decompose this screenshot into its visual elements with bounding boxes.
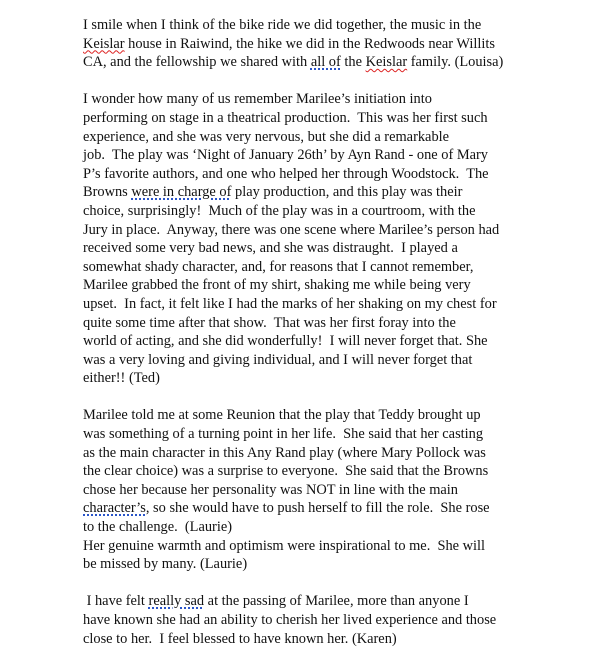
text-run: CA, and the fellowship we shared with (83, 54, 311, 71)
text-run: I have felt (83, 593, 149, 610)
text-line (83, 351, 523, 370)
text-line (83, 53, 523, 72)
text-line (83, 128, 523, 147)
paragraph (83, 16, 523, 72)
text-run: I smile when I think of the bike ride we did together, the music in the (83, 17, 482, 33)
text-run: Browns (83, 184, 132, 201)
grammar-flag-phrase: really sad (148, 593, 205, 610)
text-run: Marilee grabbed the front of my shirt, shaking me while being very (83, 277, 471, 294)
text-run: the clear choice) was a surprise to everyone. She said that the Browns (83, 463, 489, 480)
text-line (83, 314, 523, 333)
text-run: P’s favorite authors, and one who helped her through Woodstock. The (83, 165, 489, 182)
text-run: be missed by many. (Laurie) (83, 556, 248, 573)
text-run: quite some time after that show. That was her first foray into the (83, 314, 456, 331)
text-run: play production, and this play was their (231, 184, 463, 201)
text-line (83, 258, 523, 277)
text-line (83, 611, 523, 630)
text-line (83, 425, 523, 444)
text-line (83, 518, 523, 537)
text-line (83, 295, 523, 314)
text-line (83, 221, 523, 240)
paragraph (83, 90, 523, 388)
text-line (83, 406, 523, 425)
text-line (83, 276, 523, 295)
text-line (83, 16, 523, 35)
text-run: close to her. I feel blessed to have known her. (Karen) (83, 630, 397, 647)
text-line (83, 165, 523, 184)
text-line (83, 555, 523, 574)
text-run: Jury in place. Anyway, there was one scene where Marilee’s person had (83, 221, 500, 238)
text-run: at the passing of Marilee, more than anyone I (204, 593, 469, 610)
text-line (83, 109, 523, 128)
text-line (83, 332, 523, 351)
text-run: Marilee told me at some Reunion that the play that Teddy brought up (83, 407, 481, 424)
text-line (83, 239, 523, 258)
text-line (83, 183, 523, 202)
paragraph-spacer (83, 574, 523, 593)
text-line (83, 630, 523, 648)
text-run: received some very bad news, and she was distraught. I played a (83, 240, 458, 257)
text-line (83, 462, 523, 481)
text-line (83, 90, 523, 109)
text-line (83, 202, 523, 221)
spelling-flag-word: Keislar (365, 54, 408, 71)
text-line (83, 35, 523, 54)
spelling-flag-word: Keislar (83, 35, 125, 52)
text-run: chose her because her personality was NOT in line with the main (83, 481, 458, 498)
text-run: as the main character in this Any Rand play (where Mary Pollock was (83, 444, 486, 461)
text-run: was a very loving and giving individual, and I will never forget that (83, 351, 473, 368)
text-run: either!! (Ted) (83, 370, 160, 387)
grammar-flag-phrase: character’s (83, 500, 146, 517)
text-run: upset. In fact, it felt like I had the marks of her shaking on my chest for (83, 295, 497, 312)
text-run: I wonder how many of us remember Marilee’s initiation into (83, 91, 432, 108)
text-run: performing on stage in a theatrical production. This was her first such (83, 109, 488, 126)
text-line (83, 444, 523, 463)
text-run: to the challenge. (Laurie) (83, 519, 233, 536)
paragraph (83, 406, 523, 573)
text-run: job. The play was ‘Night of January 26th’ by Ayn Rand - one of Mary (83, 147, 489, 164)
grammar-flag-phrase: were in charge of (131, 184, 232, 201)
text-line (83, 369, 523, 388)
text-line (83, 592, 523, 611)
grammar-flag-phrase: all of (310, 54, 341, 71)
text-line (83, 146, 523, 165)
paragraph-spacer (83, 388, 523, 407)
text-line (83, 537, 523, 556)
text-run: world of acting, and she did wonderfully! I will never forget that. She (83, 333, 488, 350)
text-run: house in Raiwind, the hike we did in the Redwoods near Willits (124, 35, 496, 52)
text-run: family. (Louisa) (407, 54, 504, 71)
text-line (83, 499, 523, 518)
text-run: , so she would have to push herself to fill the role. She rose (145, 500, 490, 517)
document-body (83, 16, 523, 648)
text-run: was something of a turning point in her life. She said that her casting (83, 426, 484, 443)
text-run: experience, and she was very nervous, but she did a remarkable (83, 128, 450, 145)
text-run: Her genuine warmth and optimism were inspirational to me. She will (83, 537, 486, 554)
text-run: choice, surprisingly! Much of the play was in a courtroom, with the (83, 202, 476, 219)
text-run: somewhat shady character, and, for reasons that I cannot remember, (83, 258, 474, 275)
text-line (83, 481, 523, 500)
paragraph-spacer (83, 72, 523, 91)
paragraph (83, 592, 523, 648)
text-run: the (340, 54, 366, 71)
text-run: have known she had an ability to cherish her lived experience and those (83, 612, 497, 628)
